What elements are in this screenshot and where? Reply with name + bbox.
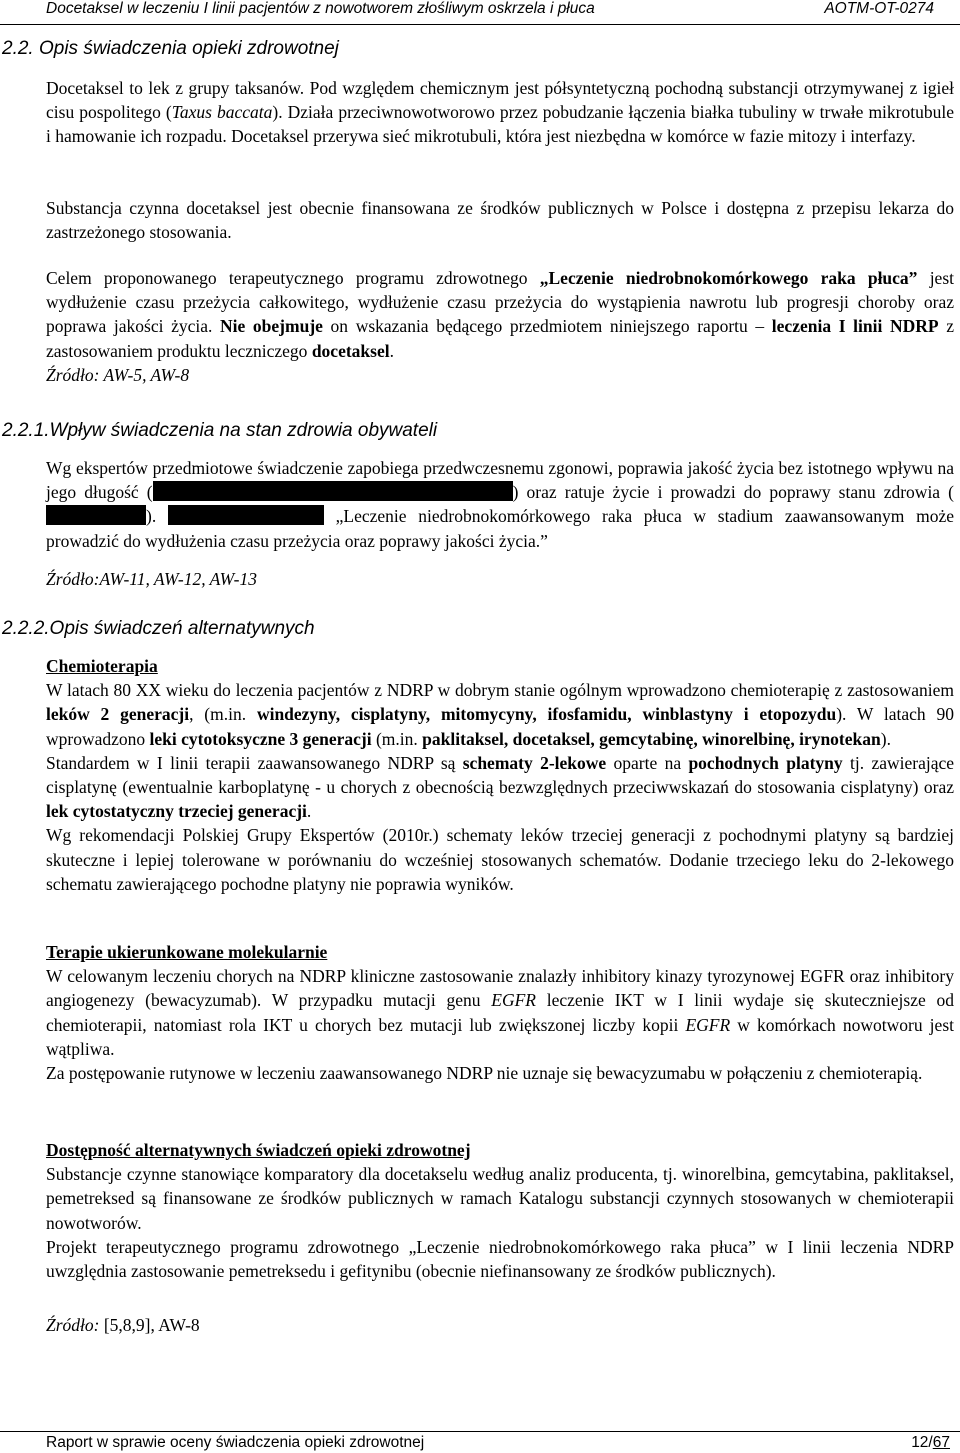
redacted-block <box>46 505 146 525</box>
section-targeted-therapies: Terapie ukierunkowane molekularnie W celowanym leczeniu chorych na NDRP kliniczne zastosowanie znalazły inhibitory kinazy tyrozynowej EGFR oraz inhibitory angiogenezy (bewacyzumab). W przypadku mutacji genu EGFR leczenie IKT w I linii wydaje się skuteczniejsze od chemioterapii, natomiast rola IKT u chorych bez mutacji lub zwiększonej liczby kopii EGFR w komórkach nowotworu jest wątpliwa. Za postępowanie rutynowe w leczeniu zaawansowanego NDRP nie uznaje się bewacyzumabu w połączeniu z chemioterapią. <box>46 942 954 1084</box>
subsection-title: Dostępność alternatywnych świadczeń opieki zdrowotnej <box>46 1140 471 1160</box>
header-title: Docetaksel w leczeniu I linii pacjentów z nowotworem złośliwym oskrzela i płuca <box>46 0 595 17</box>
source-note: Źródło: AW-5, AW-8 <box>46 364 190 385</box>
subsection-title: Chemioterapia <box>46 656 158 676</box>
source-note: Źródło:AW-11, AW-12, AW-13 <box>46 568 257 589</box>
section-heading-2-2-1: 2.2.1.Wpływ świadczenia na stan zdrowia obywateli <box>2 420 438 441</box>
paragraph-financing: Substancja czynna docetaksel jest obecnie finansowana ze środków publicznych w Polsce i dostępna z przepisu lekarza do zastrzeżonego stosowania. <box>46 198 954 243</box>
section-availability: Dostępność alternatywnych świadczeń opieki zdrowotnej Substancje czynne stanowiące komparatory dla docetakselu według analiz producenta, tj. winorelbina, gemcytabina, paklitaksel, pemetreksed są finansowane ze środków publicznych w ramach Katalogu substancji czynnych stosowanych w chemioterapii nowotworów. Projekt terapeutycznego programu zdrowotnego „Leczenie niedrobnokomórkowego raka płuca” w I linii leczenia NDRP uwzględnia zastosowanie pemetreksedu i gefitynibu (obecnie niefinansowany ze środków publicznych). Źródło: [5,8,9], AW-8 <box>46 1140 954 1336</box>
running-header <box>0 0 960 25</box>
redacted-block <box>168 505 324 525</box>
running-footer <box>0 1431 960 1453</box>
footer-title: Raport w sprawie oceny świadczenia opieki zdrowotnej <box>46 1434 425 1451</box>
page-number: 12/67 <box>911 1434 950 1451</box>
subsection-title: Terapie ukierunkowane molekularnie <box>46 942 328 962</box>
paragraph-docetaksel-description: Docetaksel to lek z grupy taksanów. Pod względem chemicznym jest półsyntetyczną pochodną substancji otrzymywanej z igieł cisu pospolitego (Taxus baccata). Działa przeciwnowotworowo przez pobudzanie łączenia białka tubuliny w trwałe mikrotubule i hamowanie ich rozpadu. Docetaksel przerywa sieć mikrotubuli, która jest niezbędna w komórce w fazie mitozy i interfazy. <box>46 78 954 147</box>
paragraph-health-impact: Wg ekspertów przedmiotowe świadczenie zapobiega przedwczesnemu zgonowi, poprawia jakość życia bez istotnego wpływu na jego długość ( ) oraz ratuje życie i prowadzi do poprawy stanu zdrowia (). „Leczenie niedrobnokomórkowego raka płuca w stadium zaawansowanym może prowadzić do wydłużenia czasu przeżycia oraz poprawy jakości życia.” Źródło:AW-11, AW-12, AW-13 <box>46 458 955 589</box>
section-chemotherapy: Chemioterapia W latach 80 XX wieku do leczenia pacjentów z NDRP w dobrym stanie ogólnym wprowadzono chemioterapię z zastosowaniem leków 2 generacji, (m.in. windezyny, cisplatyny, mitomycyny, ifosfamidu, winblastyny i etopozydu). W latach 90 wprowadzono leki cytotoksyczne 3 generacji (m.in. paklitaksel, docetaksel, gemcytabinę, winorelbinę, irynotekan). Standardem w I linii terapii zaawansowanego NDRP są schematy 2-lekowe oparte na pochodnych platyny tj. zawierające cisplatynę (ewentualnie karboplatynę - u chorych z obecnością bezwzględnych przeciwwskazań do stosowania cisplatyny) oraz lek cytostatyczny trzeciej generacji. Wg rekomendacji Polskiej Grupy Ekspertów (2010r.) schematy leków trzeciej generacji z pochodnymi platyny są bardziej skuteczne i lepiej tolerowane w porównaniu do wcześniej stosowanych schematów. Dodanie trzeciego leku do 2-lekowego schematu zawierającego pochodne platyny nie poprawia wyników. <box>46 656 955 894</box>
source-note: Źródło: <box>46 1315 100 1336</box>
header-code: AOTM-OT-0274 <box>824 0 934 17</box>
paragraph-program-goal: Celem proponowanego terapeutycznego programu zdrowotnego „Leczenie niedrobnokomórkowego raka płuca” jest wydłużenie czasu przeżycia całkowitego, wydłużenie czasu przeżycia do wystąpienia nawrotu lub progresji choroby oraz poprawa jakości życia. Nie obejmuje on wskazania będącego przedmiotem niniejszego raportu – leczenia I linii NDRP z zastosowaniem produktu leczniczego docetaksel. Źródło: AW-5, AW-8 <box>46 268 954 385</box>
latin-name: Taxus baccata <box>171 102 273 123</box>
section-heading-2-2: 2.2. Opis świadczenia opieki zdrowotnej <box>2 38 339 59</box>
section-heading-2-2-2: 2.2.2.Opis świadczeń alternatywnych <box>2 618 315 639</box>
redacted-block <box>153 481 513 501</box>
